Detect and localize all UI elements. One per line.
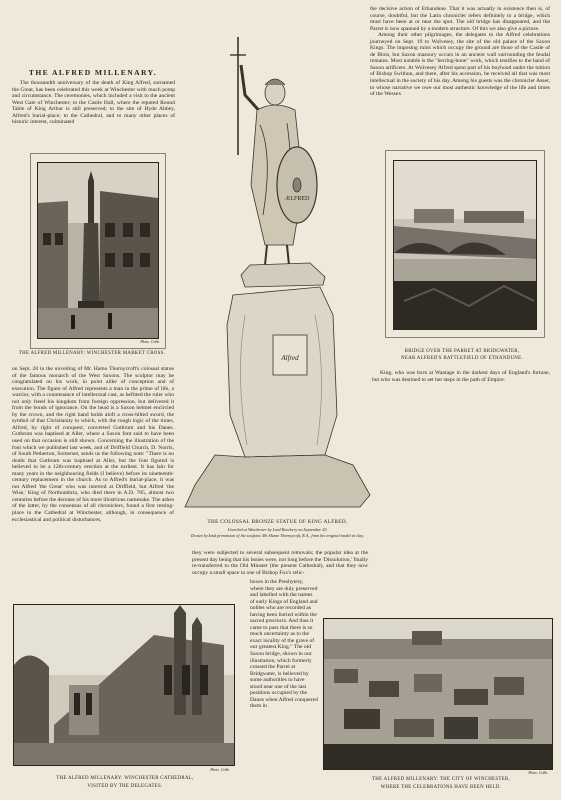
market-cross-photo [37, 162, 159, 339]
city-caption-line1: THE ALFRED MILLENARY: THE CITY OF WINCHESTER, [371, 777, 511, 782]
cathedral-caption-line2: VISITED BY THE DELEGATES. [87, 784, 163, 789]
city-caption-line2: WHERE THE CELEBRATIONS HAVE BEEN HELD. [380, 785, 502, 790]
statue-illustration [175, 15, 375, 515]
cathedral-caption-line1: THE ALFRED MILLENARY: WINCHESTER CATHEDRAL, [56, 776, 194, 781]
right-column-mid: King, who was born at Wantage in the darkest days of England's fortune, but who was destined to set her steps in the path of Empire. [372, 370, 550, 383]
statue-shield-label: ÆLFRED [285, 196, 310, 202]
statue-drawing [185, 37, 370, 507]
city-photo [323, 618, 553, 770]
bridge-caption-line1: BRIDGE OVER THE PARRET AT BRIDGWATER, [404, 349, 520, 354]
statue-pedestal-label: Alfred [281, 354, 299, 362]
right-column-top: the decisive action of Ethandune. That it was actually in existence then is, of course, doubtful, but the Latin chronicler refers definitely to a bridge, which must have been at or near the spot. The old bridge has disappeared, and the Parret is now spanned by a modern structure. Of this we also give a picture. Among their other pilgrimages, the delegates to the Alfred celebrations journeyed on Sept. 19 to Wolvesey, the site of the old palace of the Saxon Kings. The imposing ruins which occupy the ground are those of the Castle of de Blois, but Saxon masonry occurs in an ancient wall surrounding the feudal remains. Most notable is the "herring-bone" work, which testifies to the hand of Saxon artificers. At Wolvesey Alfred spent part of his boyhood under the tuition of Bishop Swithun, and there, after his accession, he received all that was most intellectual in the society of his day. Among his guests was the chronicler Asser, to whose narrative we owe our most authentic knowledge of the life and times of the Wessex [370, 6, 550, 98]
market-cross-caption: THE ALFRED MILLENARY: WINCHESTER MARKET CROSS. [18, 351, 166, 356]
bridge-photo [393, 160, 537, 330]
statue-caption-title: THE COLOSSAL BRONZE STATUE OF KING ALFRED, [207, 519, 348, 525]
article-heading: THE ALFRED MILLENARY. [28, 68, 158, 77]
center-column-body: they were subjected to several subsequent removals; the popular idea at the present day being that his bones were, not long before the 'Dissolution,' finally re-transferred to the Old Minster (the present Cathedral), and that they now occupy a small space in one of Bishop Fox's relic- [192, 550, 368, 576]
center-narrow-column: boxes in the Presbytery, where they are duly preserved and labelled with the names of early Kings of England and nobles who are recorded as having been buried within the sacred precincts. And thus it came to pass that there is so much uncertainty as to the exact locality of the grave of our greatest King." The old Saxon bridge, shown in our illustration, which formerly crossed the Parret at Bridgwater, is believed by some authorities to have stood near one of the last positions occupied by the Danes when Alfred conquered them in [250, 579, 318, 710]
market-cross-credit: Photo. Cribb. [140, 340, 160, 344]
bridge-caption-line2: NEAR ALFRED'S BATTLEFIELD OF ETHANDUNE. [401, 356, 523, 361]
left-column-body: on Sept. 20 in the unveiling of Mr. Hamo Thornycroft's colossal statue of the famous monarch of the West Saxons. The sculptor may be congratulated on his work, in point alike of conception and of execution. The figure of Alfred represents a man in the prime of life, a warrior, with a countenance of intellectual cast, as befitted the ruler who not only freed his kingdom from foreign oppression, but delivered it from the bonds of ignorance. On the head is a Saxon helmet encircled by the crown, and the right hand holds aloft a cross-hilted sword, the symbol of that Christianity to which, with the rough logic of the times, Alfred, by right of conquest, converted Guthrum and his Danes. Guthrum was baptised at Aller, where a Saxon font said to have been used on that occasion is still shown. Concerning the illustration of the font which we published last week, and of Driffield Church, D. Norris, of South Petherton, Somerset, sends us the following note: "There is no doubt that Guthrum was baptised at Aller, but the font figured is believed to be a 12th-century erection at the earliest. It has lain for many years in the neighbouring fields (I believe) before its nineteenth-century replacement in the church. As to Alfred's burial-place, it was not Alfred 'the Great' who was interred at Driffield, but Alfred 'the Wise,' King of Northumbria, who died there in A.D. 705, almost two centuries before the decease of his more illustrious namesake. The ashes of the latter, by the consensus of all chroniclers, found a first resting-place in the Cathedral at Winchester, although, in consequence of ecclesiastical and political disturbances, [12, 366, 174, 523]
city-credit: Photo. Cribb. [528, 771, 548, 775]
statue-caption-credit: Drawn by kind permission of the sculptor, Mr. Hamo Thornycroft, R.A., from his original model in clay. [190, 533, 365, 538]
cathedral-credit: Photo. Cribb. [210, 768, 230, 772]
article-intro: The thousandth anniversary of the death of King Alfred, surnamed the Great, has been celebrated this week at Winchester with much pomp and circumstance. The ceremonies, which included a visit to the ancient West Gate of Winchester; to the Castle Hall, where the reputed Round Table of King Arthur is still preserved; to the site of Hyde Abbey, Alfred's burial-place; to the Cathedral, and to many other places of historic interest, culminated [12, 80, 175, 126]
statue-caption-subtitle: Unveiled at Winchester by Lord Rosebery on September 20. [227, 527, 328, 532]
cathedral-photo [13, 604, 235, 766]
